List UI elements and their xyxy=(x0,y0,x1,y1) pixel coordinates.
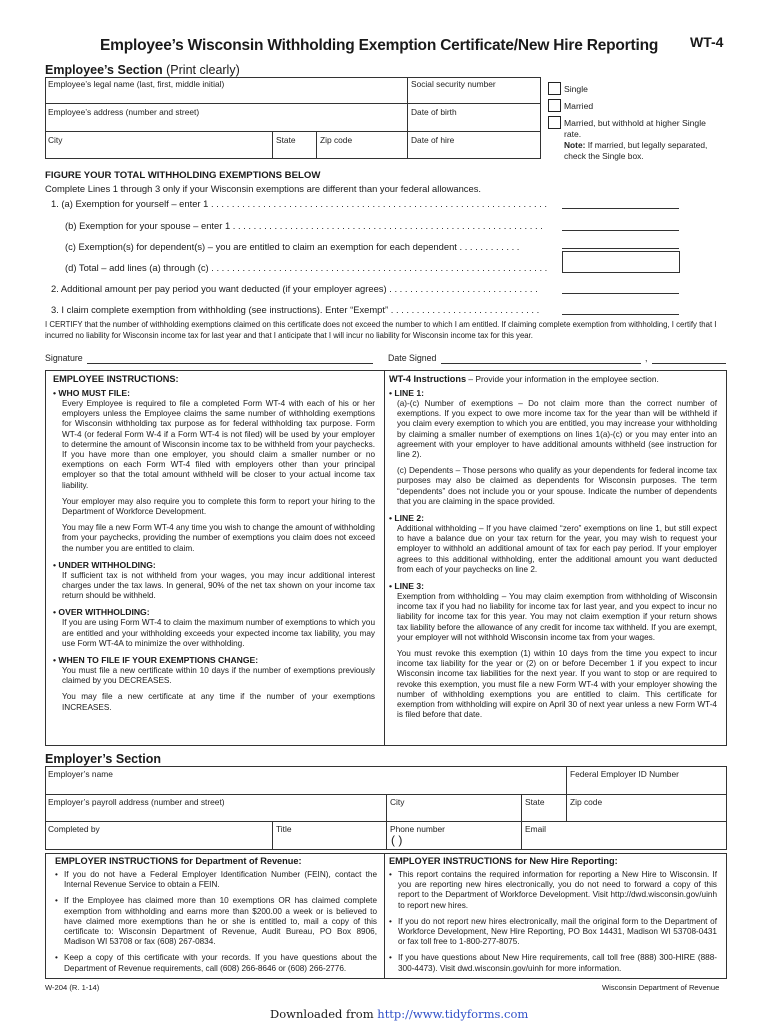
ssn-field[interactable]: Social security number xyxy=(411,79,496,89)
exemptions-intro: Complete Lines 1 through 3 only if your Wisconsin exemptions are different than your federal allowances. xyxy=(45,183,482,194)
line-3-heading: • LINE 3: xyxy=(389,581,425,592)
legal-name-field[interactable]: Employee’s legal name (last, first, middle initial) xyxy=(48,79,225,89)
line-2-paragraph: Additional withholding – If you have claimed “zero” exemptions on line 1, but still expect to have a balance due on your tax return for the year, you may wish to request your employer to withhold an additional amount of tax for each pay period. If your employer agrees to this additional withholding, enter the additional amount you want deducted from each of your paychecks on line 2. xyxy=(397,524,717,574)
download-credit xyxy=(270,1007,528,1021)
employee-section-heading xyxy=(45,63,240,77)
status-note: Note: If married, but legally separated, check the Single box. xyxy=(564,140,708,161)
who-paragraph-3: You may file a new Form WT-4 any time you wish to change the amount of withholding from your paychecks, providing the number of exemptions you claim does not exceed the number you are entitled to claim. xyxy=(62,523,375,553)
who-must-file-heading: • WHO MUST FILE: xyxy=(53,388,131,398)
signature-label: Signature xyxy=(45,353,83,363)
new-hire-item-2: • If you do not report new hires electronically, mail the original form to the Department of Workforce Development, New Hire Reporting, PO Box 14431, Madison WI 53708-0431 or fax toll free to 1-800-277-8075. xyxy=(389,916,717,947)
when-to-file-heading: • WHEN TO FILE IF YOUR EXEMPTIONS CHANGE: xyxy=(53,655,259,666)
signature-input[interactable] xyxy=(87,363,373,364)
line-3-paragraph-1: Exemption from withholding – You may claim exemption from withholding of Wisconsin income tax if you had no liability for income tax for last year, and you expect to incur no liability for income tax for this year. You may not claim exemption if your return shows tax liability before the allowance of any credit for income tax withheld. If you are exempt, your employer will not withhold Wisconsin income tax from your wages. xyxy=(397,592,717,642)
form-code: W-204 (R. 1-14) xyxy=(45,983,100,992)
form-title: Employee’s Wisconsin Withholding Exemption Certificate/New Hire Reporting xyxy=(100,37,659,54)
zip-field[interactable]: Zip code xyxy=(320,135,353,145)
address-field[interactable]: Employee’s address (number and street) xyxy=(48,107,200,117)
line-1-heading: • LINE 1: xyxy=(389,388,425,398)
phone-field[interactable]: Phone number xyxy=(390,824,445,834)
line-2-input[interactable] xyxy=(562,293,679,294)
download-label: Downloaded from xyxy=(270,1007,374,1021)
line-1a-input[interactable] xyxy=(562,208,679,209)
title-field[interactable]: Title xyxy=(276,824,292,834)
employer-state-field[interactable]: State xyxy=(525,797,545,807)
employee-instructions xyxy=(53,374,375,719)
employee-info-grid xyxy=(45,77,541,159)
completed-by-field[interactable]: Completed by xyxy=(48,824,100,834)
line-2-heading: • LINE 2: xyxy=(389,513,425,524)
employer-section-heading: Employer’s Section xyxy=(45,752,162,766)
when-paragraph-2: You may file a new certificate at any time if the number of your exemptions INCREASES. xyxy=(62,692,375,712)
over-paragraph: If you are using Form WT-4 to claim the maximum number of exemptions to which you are entitled and your withholding exceeds your expected income tax liability, you may use Form WT-4A to minimize the over withholding. xyxy=(62,618,375,648)
dor-instructions xyxy=(55,856,377,974)
line-1a-label: 1. (a) Exemption for yourself – enter 1 . . . . . . . . . . . . . . . . . . . . . . . . . . . . . . . . . . . . . . . . . . . . . . . . . . . . . . . . . . . . . . . . . xyxy=(51,198,547,209)
line-1b-label: (b) Exemption for your spouse – enter 1 . . . . . . . . . . . . . . . . . . . . . . . . . . . . . . . . . . . . . . . . . . . . . . . . . . . . . . . . . . . . xyxy=(65,220,543,231)
phone-area-code-parens: ( ) xyxy=(391,833,403,847)
payroll-address-field[interactable]: Employer’s payroll address (number and street) xyxy=(48,797,225,807)
under-withholding-heading: • UNDER WITHHOLDING: xyxy=(53,559,156,570)
employee-instructions-heading: EMPLOYEE INSTRUCTIONS: xyxy=(53,374,179,384)
form-number: WT-4 xyxy=(690,34,724,50)
over-withholding-heading: • OVER WITHHOLDING: xyxy=(53,607,150,618)
when-paragraph-1: You must file a new certificate within 10 days if the number of exemptions previously claimed by you DECREASES. xyxy=(62,666,375,686)
single-label: Single xyxy=(564,84,588,94)
fein-field[interactable]: Federal Employer ID Number xyxy=(570,769,679,779)
certification-text: I CERTIFY that the number of withholding exemptions claimed on this certificate does not exceed the number to which I am entitled. If claiming complete exemption from withholding, I certify that I incurred no liability for Wisconsin income tax for last year and that I anticipate that I will incur no liability for Wisconsin income tax for this year. xyxy=(45,320,717,340)
wt4-instructions xyxy=(389,374,717,726)
hire-date-field[interactable]: Date of hire xyxy=(411,135,455,145)
new-hire-item-1: • This report contains the required information for reporting a New Hire to Wisconsin. If you are reporting new hires electronically, you do not need to forward a copy of this report to the Department of Workforce Development. Visit http://dwd.wisconsin.gov/uinh to report new hires. xyxy=(389,870,717,910)
dor-item-3: • Keep a copy of this certificate with your records. If you have questions about the Department of Revenue requirements, call (608) 266-8646 or (608) 266-2776. xyxy=(55,953,377,973)
married-checkbox[interactable] xyxy=(548,99,561,112)
date-signed-label: Date Signed xyxy=(388,353,437,363)
line-1-paragraph-2: (c) Dependents – Those persons who qualify as your dependents for federal income tax purposes may also be claimed as dependents for Wisconsin purposes. The term “dependents” does not include you or your spouse. Indicate the number of dependents that you are claiming in the space provided. xyxy=(397,466,717,506)
date-comma: , xyxy=(645,353,648,363)
line-1c-input[interactable] xyxy=(562,248,679,249)
line-1b-input[interactable] xyxy=(562,230,679,231)
dor-item-2: • If the Employee has claimed more than 10 exemptions OR has claimed complete exemption from withholding and earns more than $200.00 a week or is believed to have claimed more exemptions than he or she is entitled to, mail a copy of this certificate to: Wisconsin Department of Revenue, Audit Bureau, PO Box 8906, Madison WI 53708 or fax (608) 267-0834. xyxy=(55,896,377,947)
who-paragraph-1: Every Employee is required to file a completed Form WT-4 with each of his or her employers unless the Employee claims the same number of withholding exemptions for Wisconsin withholding tax purpose as for federal withholding tax purpose. Form WT-4 (or federal Form W-4 if a Form WT-4 is not filed) will be used by your employer to determine the amount of Wisconsin income tax to be withheld from your paychecks. If you have more than one employer, you should claim a smaller number or no exemptions on each Form WT-4 filed with employers other than your principal employer so that the total amount withheld will be closer to your actual income tax liability. xyxy=(62,399,375,490)
date-year-input[interactable] xyxy=(652,363,726,364)
new-hire-instructions xyxy=(389,856,717,974)
download-link[interactable]: http://www.tidyforms.com xyxy=(377,1007,529,1021)
dor-instructions-heading: EMPLOYER INSTRUCTIONS for Department of Revenue: xyxy=(55,856,302,866)
exemptions-heading: FIGURE YOUR TOTAL WITHHOLDING EXEMPTIONS BELOW xyxy=(45,170,321,181)
employee-section-title: Employee’s Section xyxy=(45,63,163,77)
employer-city-field[interactable]: City xyxy=(390,797,405,807)
line-1d-total-box[interactable] xyxy=(562,251,680,273)
employer-zip-field[interactable]: Zip code xyxy=(570,797,603,807)
married-higher-rate-label: Married, but withhold at higher Single rate. xyxy=(564,118,706,139)
line-3-label: 3. I claim complete exemption from withholding (see instructions). Enter “Exempt” . . . . . . . . . . . . . . . . . . . . . . . . . . . . . xyxy=(51,304,540,315)
wt4-instructions-heading: WT-4 Instructions – Provide your information in the employee section. xyxy=(389,374,659,384)
state-field[interactable]: State xyxy=(276,135,296,145)
line-1-paragraph-1: (a)-(c) Number of exemptions – Do not claim more than the correct number of exemptions. If you expect to owe more income tax for the year than will be withheld if you claim every exemption to which you are entitled, you may increase your withholding by claiming a smaller number of exemptions on lines 1(a)-(c) or you may enter into an agreement with your employer to have additional amounts withheld (see instruction for line 2). xyxy=(397,399,717,460)
single-checkbox[interactable] xyxy=(548,82,561,95)
married-higher-rate-checkbox[interactable] xyxy=(548,116,561,129)
email-field[interactable]: Email xyxy=(525,824,546,834)
dob-field[interactable]: Date of birth xyxy=(411,107,457,117)
agency-name: Wisconsin Department of Revenue xyxy=(602,983,720,992)
new-hire-item-3: • If you have questions about New Hire requirements, call toll free (888) 300-HIRE (888-300-4473). Visit dwd.wisconsin.gov/uinh for more information. xyxy=(389,953,717,973)
new-hire-instructions-heading: EMPLOYER INSTRUCTIONS for New Hire Reporting: xyxy=(389,856,618,866)
married-label: Married xyxy=(564,101,594,111)
under-paragraph: If sufficient tax is not withheld from your wages, you may incur additional interest charges under the tax laws. In general, 90% of the net tax shown on your income tax return should be withheld. xyxy=(62,570,375,601)
line-3-input[interactable] xyxy=(562,314,679,315)
line-1d-label: (d) Total – add lines (a) through (c) . . . . . . . . . . . . . . . . . . . . . . . . . . . . . . . . . . . . . . . . . . . . . . . . . . . . . . . . . . . . . . . . . xyxy=(65,262,548,273)
employee-section-note: (Print clearly) xyxy=(166,63,240,77)
who-paragraph-2: Your employer may also require you to complete this form to report your hiring to the Department of Workforce Development. xyxy=(62,496,375,517)
line-1c-label: (c) Exemption(s) for dependent(s) – you are entitled to claim an exemption for each dependent . . . . . . . . . . . . xyxy=(65,241,520,252)
dor-item-1: • If you do not have a Federal Employer Identification Number (FEIN), contact the Internal Revenue Service to obtain a FEIN. xyxy=(55,870,377,890)
line-2-label: 2. Additional amount per pay period you want deducted (if your employer agrees) . . . . . . . . . . . . . . . . . . . . . . . . . . . . . xyxy=(51,283,538,294)
line-3-paragraph-2: You must revoke this exemption (1) within 10 days from the time you expect to incur income tax liability for the year or (2) on or before December 1 if you expect to incur Wisconsin income tax liabilities for the next year. If you want to stop or are required to revoke this exemption, you must file a new Form WT-4 with your employer showing the number of withholding exemptions you are entitled to claim. This certificate for exemption from withholding will expire on April 30 of next year unless a new Form WT-4 is filed before that date. xyxy=(397,649,717,720)
date-signed-input[interactable] xyxy=(441,363,641,364)
employer-name-field[interactable]: Employer’s name xyxy=(48,769,113,779)
city-field[interactable]: City xyxy=(48,135,63,145)
